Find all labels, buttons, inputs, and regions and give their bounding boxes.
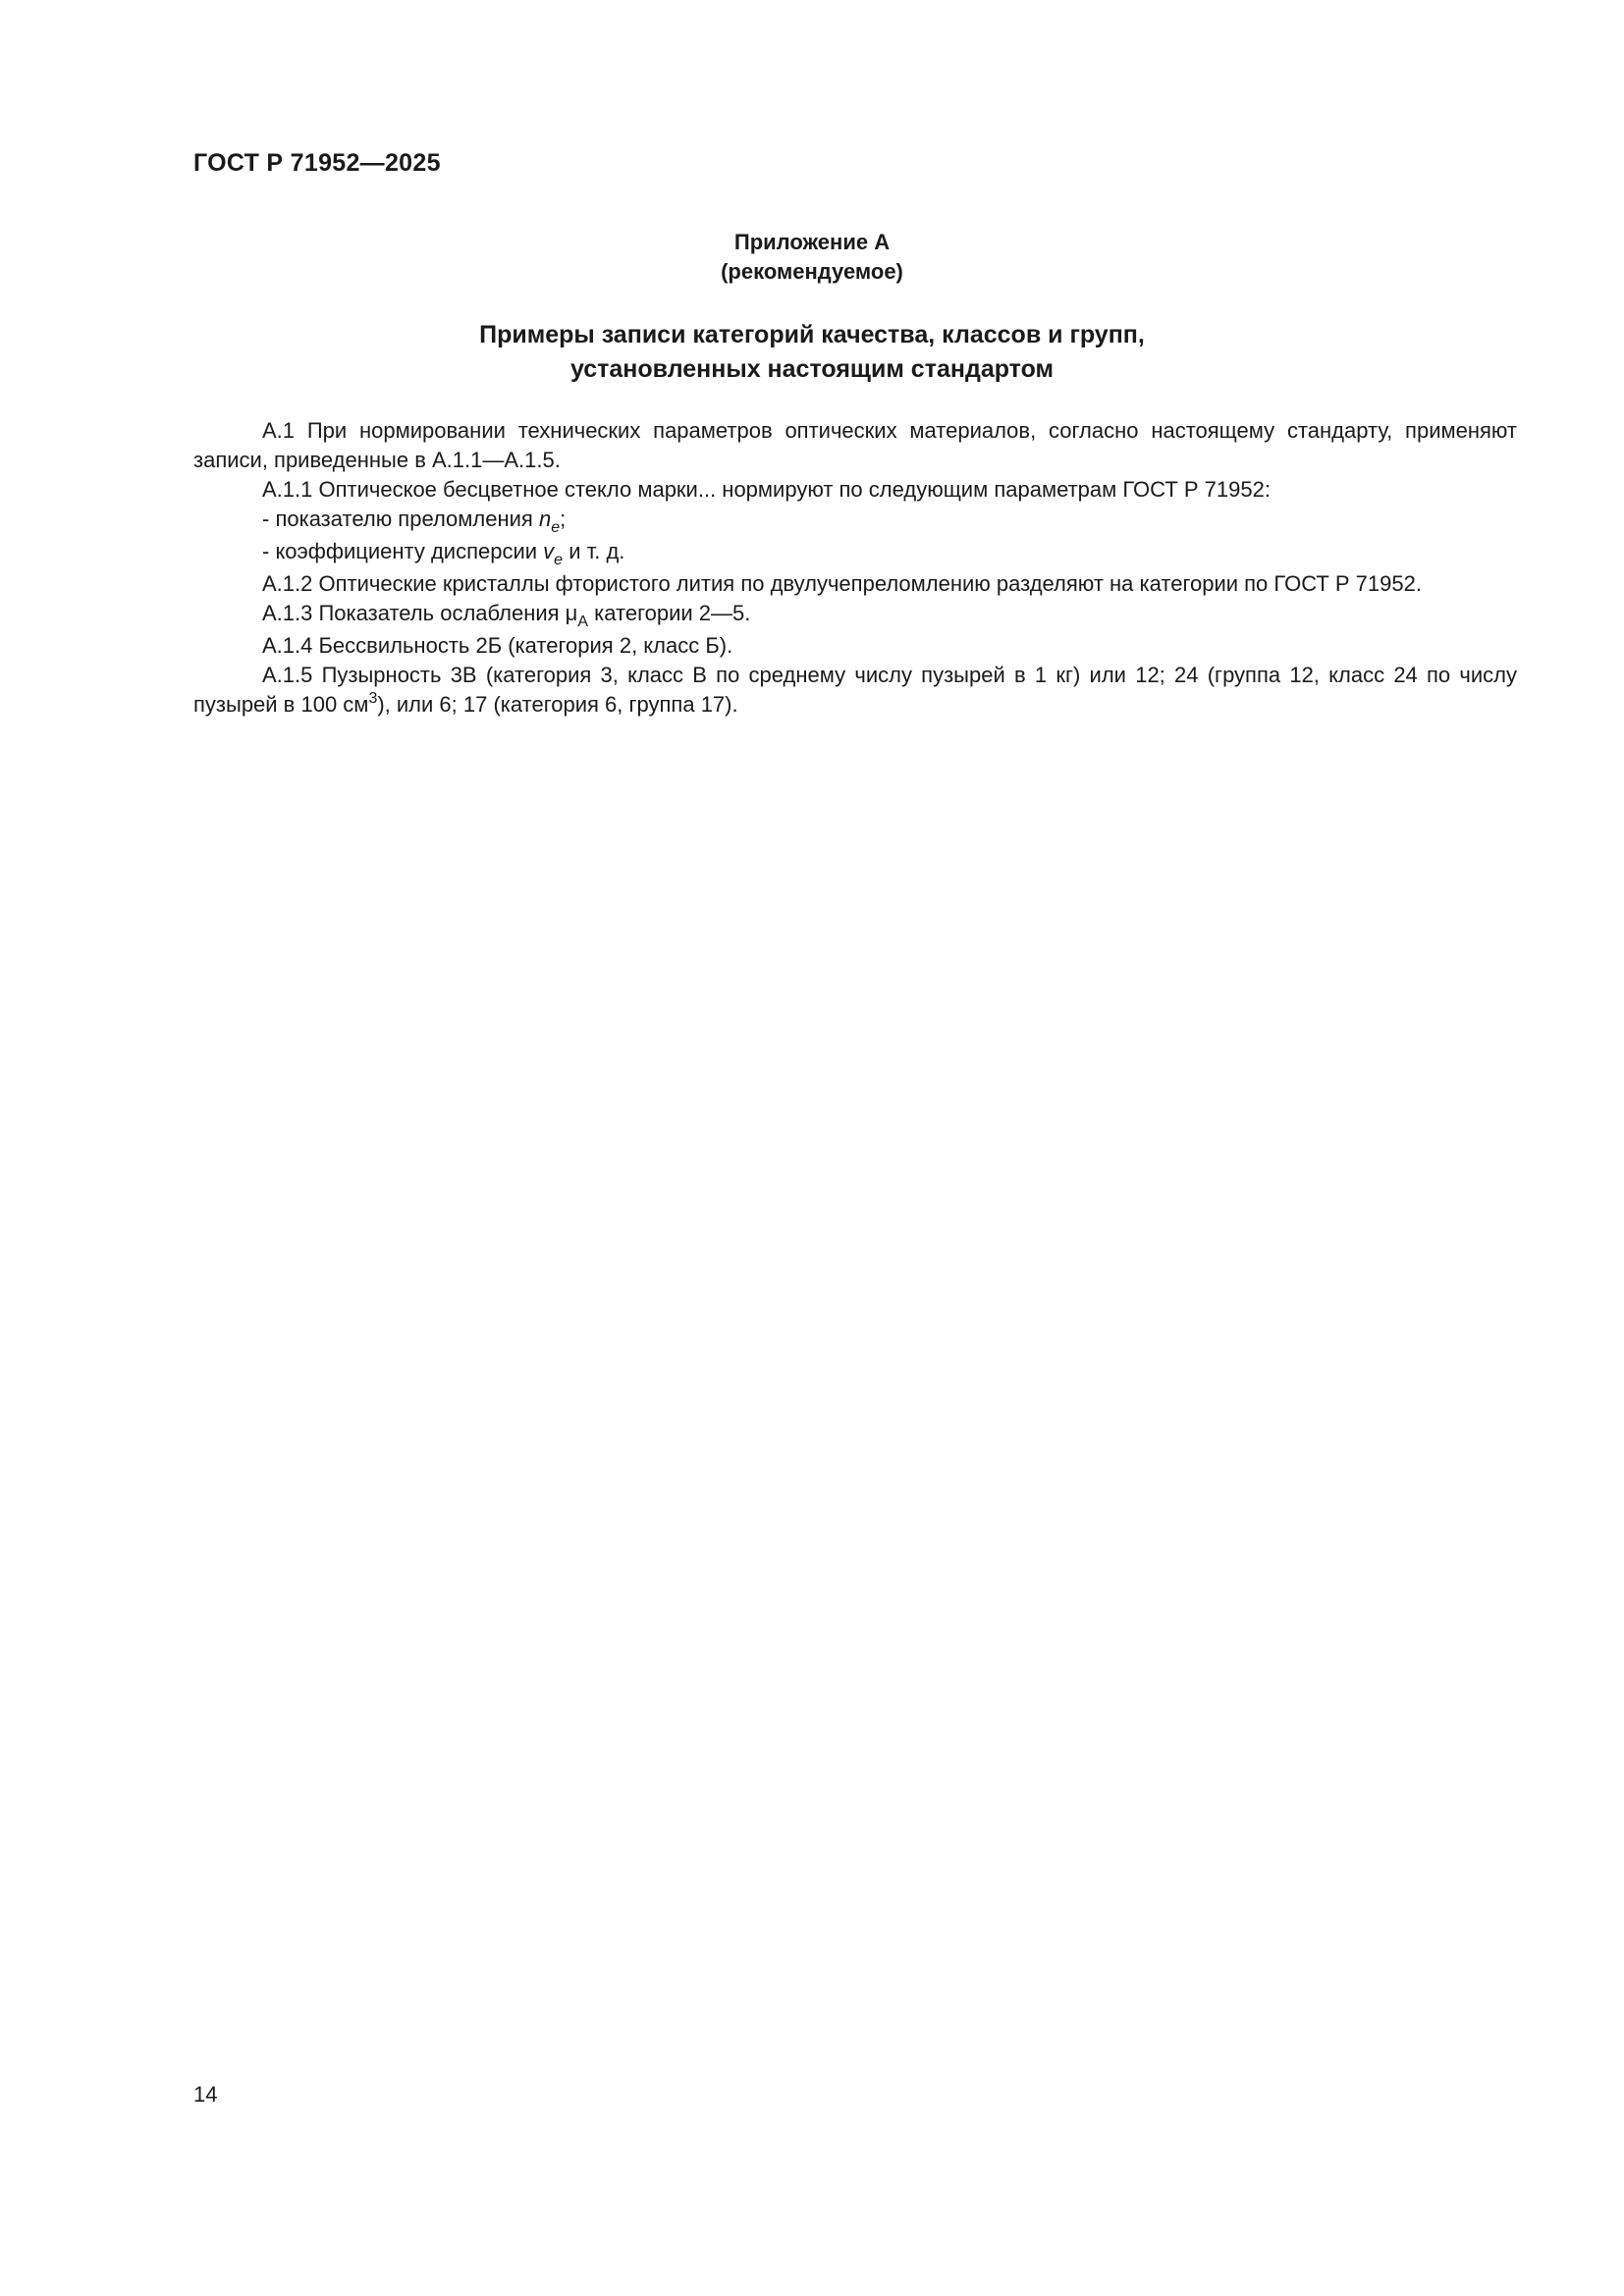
symbol-subscript: e — [554, 552, 564, 568]
symbol-mu: μ — [565, 601, 578, 625]
paragraph-a1-5 — [193, 661, 1517, 722]
document-code: ГОСТ Р 71952—2025 — [193, 149, 441, 177]
paragraph-text: А.1.5 Пузырность 3В (категория 3, класс В по среднему числу пузырей в 1 кг) или 12; 24 (группа 12, класс 24 по числу пузырей в 100 см — [193, 663, 1517, 717]
paragraph-a1: А.1 При нормировании технических параметров оптических материалов, согласно настоящему стандарту, применяют записи, приведенные в А.1.1—А.1.5. — [193, 418, 1517, 472]
list-item-text: - показателю преломления — [262, 507, 539, 531]
symbol-subscript: A — [577, 614, 589, 630]
paragraph-a1-4: А.1.4 Бессвильность 2Б (категория 2, класс Б). — [262, 633, 733, 658]
paragraph-text: А.1.3 Показатель ослабления — [262, 601, 566, 625]
appendix-title — [0, 318, 1624, 387]
appendix-heading — [0, 228, 1624, 287]
symbol-v: v — [543, 539, 555, 563]
list-item-dispersion — [193, 537, 1517, 569]
list-item-text: - коэффициенту дисперсии — [262, 539, 544, 563]
appendix-label: Приложение А — [733, 230, 891, 254]
paragraph-a1-2: А.1.2 Оптические кристаллы фтористого лития по двулучепреломлению разделяют на категории по ГОСТ Р 71952. — [262, 571, 1422, 596]
list-item-refraction — [193, 505, 1517, 537]
appendix-title-line-1: Примеры записи категорий качества, классов и групп, — [479, 321, 1145, 348]
list-item-end: ; — [560, 507, 567, 531]
symbol-subscript: e — [551, 519, 561, 536]
paragraph-a1-1: А.1.1 Оптическое бесцветное стекло марки... нормируют по следующим параметрам ГОСТ Р 71952: — [262, 477, 1271, 502]
appendix-title-line-2: установленных настоящим стандартом — [569, 355, 1055, 383]
appendix-status: (рекомендуемое) — [721, 259, 903, 284]
paragraph-end: ), или 6; 17 (категория 6, группа 17). — [377, 692, 738, 717]
page-number: 14 — [193, 2082, 218, 2107]
paragraph-a1-3 — [193, 599, 1517, 631]
document-body — [193, 416, 1517, 722]
superscript: 3 — [368, 690, 378, 707]
paragraph-end: категории 2—5. — [588, 601, 751, 625]
list-item-end: и т. д. — [563, 539, 625, 563]
symbol-n: n — [538, 507, 552, 531]
